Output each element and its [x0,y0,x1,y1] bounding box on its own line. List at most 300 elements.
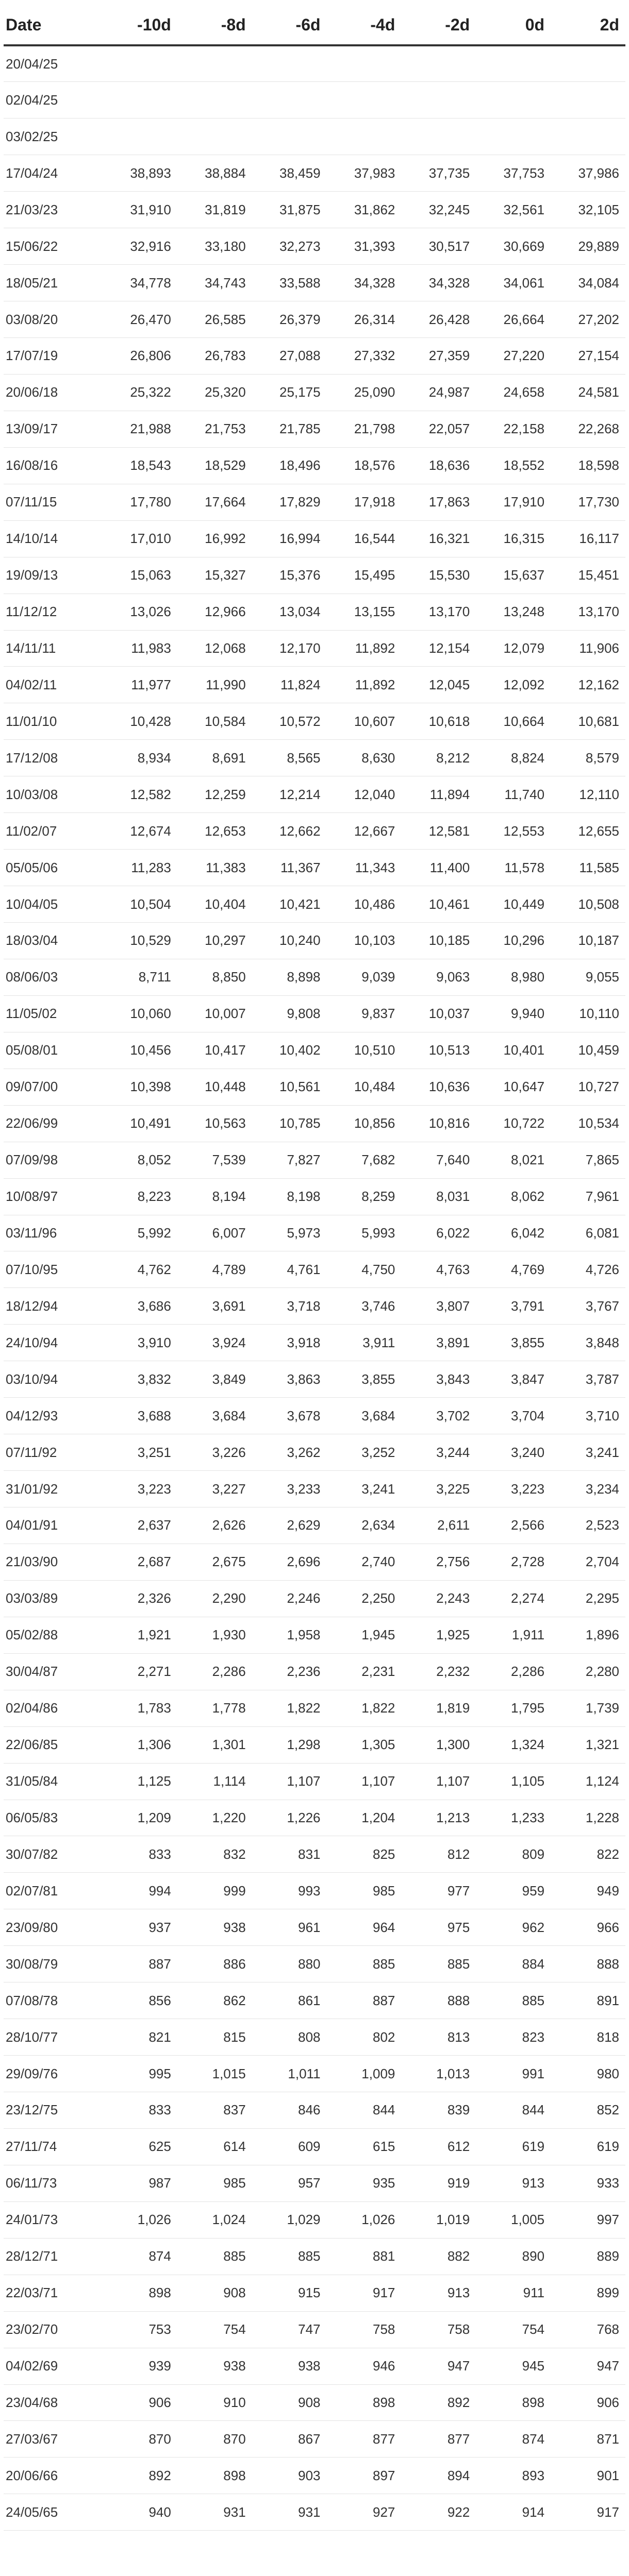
value-cell: 2,566 [476,1507,551,1544]
value-cell: 839 [401,2092,476,2129]
value-cell: 888 [551,1946,625,1982]
value-cell: 887 [103,1946,177,1982]
value-cell: 18,576 [327,447,402,484]
date-cell: 20/06/18 [4,374,103,411]
value-cell: 3,702 [401,1398,476,1434]
value-cell: 885 [327,1946,402,1982]
value-cell: 2,290 [177,1580,252,1617]
value-cell: 874 [476,2421,551,2458]
value-cell: 612 [401,2128,476,2165]
value-cell: 11,894 [401,776,476,813]
table-row [4,2019,625,2056]
table-row [4,2201,625,2238]
value-cell: 1,958 [252,1617,327,1653]
value-cell: 9,808 [252,995,327,1032]
value-cell: 8,980 [476,959,551,995]
table-row [4,1544,625,1580]
value-cell: 7,640 [401,1142,476,1178]
value-cell: 619 [551,2128,625,2165]
value-cell [103,82,177,118]
value-cell: 4,789 [177,1251,252,1288]
value-cell: 17,010 [103,520,177,557]
value-cell: 959 [476,1873,551,1909]
value-cell: 3,807 [401,1288,476,1325]
value-cell: 995 [103,2056,177,2092]
value-cell: 27,359 [401,338,476,375]
date-cell: 03/11/96 [4,1215,103,1251]
value-cell: 17,664 [177,484,252,520]
table-row [4,1142,625,1178]
value-cell: 3,910 [103,1325,177,1361]
table-row [4,192,625,228]
value-cell: 802 [327,2019,402,2056]
value-cell: 15,451 [551,557,625,594]
value-cell: 2,232 [401,1653,476,1690]
value-cell: 10,421 [252,886,327,923]
value-cell: 870 [103,2421,177,2458]
column-header[interactable]: -10d [103,5,177,45]
value-cell: 10,428 [103,703,177,740]
table-row [4,703,625,740]
value-cell [476,118,551,155]
value-cell: 885 [401,1946,476,1982]
date-cell: 09/07/00 [4,1069,103,1105]
date-cell: 03/10/94 [4,1361,103,1398]
value-cell: 1,107 [327,1763,402,1800]
date-cell: 17/12/08 [4,740,103,776]
value-cell: 887 [327,1982,402,2019]
column-header[interactable]: -2d [401,5,476,45]
value-cell: 13,248 [476,594,551,630]
value-cell: 1,911 [476,1617,551,1653]
value-cell: 3,855 [476,1325,551,1361]
value-cell: 7,865 [551,1142,625,1178]
date-cell: 07/11/92 [4,1434,103,1471]
value-cell: 10,240 [252,923,327,959]
table-row [4,2092,625,2129]
value-cell: 4,750 [327,1251,402,1288]
date-cell: 19/09/13 [4,557,103,594]
value-cell: 619 [476,2128,551,2165]
table-row [4,850,625,886]
value-cell: 1,306 [103,1726,177,1763]
value-cell: 903 [252,2458,327,2494]
date-cell: 24/05/65 [4,2494,103,2531]
value-cell: 26,585 [177,301,252,338]
value-cell: 10,456 [103,1032,177,1069]
table-row [4,1361,625,1398]
value-cell: 831 [252,1836,327,1873]
value-cell: 880 [252,1946,327,1982]
table-row [4,338,625,375]
value-cell: 10,647 [476,1069,551,1105]
date-cell: 07/10/95 [4,1251,103,1288]
value-cell: 12,674 [103,813,177,850]
date-cell: 02/04/25 [4,82,103,118]
value-cell: 21,785 [252,411,327,447]
value-cell: 2,271 [103,1653,177,1690]
value-cell: 8,223 [103,1178,177,1215]
value-cell: 37,753 [476,155,551,192]
value-cell: 2,286 [476,1653,551,1690]
value-cell: 4,726 [551,1251,625,1288]
value-cell: 3,233 [252,1471,327,1507]
value-cell: 10,461 [401,886,476,923]
value-cell: 947 [401,2348,476,2384]
value-cell: 31,862 [327,192,402,228]
value-cell: 8,934 [103,740,177,776]
table-row [4,2275,625,2311]
table-row [4,1836,625,1873]
value-cell: 11,283 [103,850,177,886]
value-cell: 966 [551,1909,625,1946]
table-row [4,447,625,484]
value-cell [476,45,551,82]
value-cell [252,45,327,82]
value-cell: 993 [252,1873,327,1909]
date-cell: 29/09/76 [4,2056,103,2092]
value-cell: 12,040 [327,776,402,813]
value-cell: 10,401 [476,1032,551,1069]
value-cell: 844 [327,2092,402,2129]
value-cell: 8,031 [401,1178,476,1215]
table-row [4,520,625,557]
value-cell: 1,026 [103,2201,177,2238]
value-cell: 8,021 [476,1142,551,1178]
value-cell: 8,898 [252,959,327,995]
value-cell: 815 [177,2019,252,2056]
value-cell: 11,585 [551,850,625,886]
value-cell: 24,658 [476,374,551,411]
value-cell: 1,107 [252,1763,327,1800]
value-cell: 3,911 [327,1325,402,1361]
value-cell: 32,916 [103,228,177,265]
table-row [4,1873,625,1909]
value-cell: 24,581 [551,374,625,411]
date-cell: 10/04/05 [4,886,103,923]
value-cell: 3,686 [103,1288,177,1325]
value-cell: 947 [551,2348,625,2384]
date-cell: 24/01/73 [4,2201,103,2238]
table-row [4,155,625,192]
value-cell: 7,827 [252,1142,327,1178]
value-cell: 22,057 [401,411,476,447]
date-cell: 31/01/92 [4,1471,103,1507]
value-cell: 906 [551,2384,625,2421]
value-cell: 25,090 [327,374,402,411]
value-cell: 754 [476,2311,551,2348]
value-cell: 24,987 [401,374,476,411]
value-cell: 6,081 [551,1215,625,1251]
date-cell: 17/07/19 [4,338,103,375]
date-cell: 23/04/68 [4,2384,103,2421]
value-cell: 3,718 [252,1288,327,1325]
table-row [4,1471,625,1507]
date-cell: 05/08/01 [4,1032,103,1069]
date-cell: 22/06/99 [4,1105,103,1142]
value-cell: 2,243 [401,1580,476,1617]
value-cell: 12,662 [252,813,327,850]
value-cell: 18,543 [103,447,177,484]
table-row [4,740,625,776]
value-cell: 856 [103,1982,177,2019]
value-cell: 874 [103,2238,177,2275]
value-cell [177,82,252,118]
table-row [4,45,625,82]
table-row [4,1325,625,1361]
table-row [4,1982,625,2019]
column-header[interactable]: -6d [252,5,327,45]
value-cell: 3,704 [476,1398,551,1434]
date-cell: 03/02/25 [4,118,103,155]
value-cell: 10,417 [177,1032,252,1069]
value-cell: 34,743 [177,265,252,301]
date-cell: 21/03/23 [4,192,103,228]
value-cell [327,45,402,82]
value-cell: 927 [327,2494,402,2531]
value-cell: 2,696 [252,1544,327,1580]
value-cell: 809 [476,1836,551,1873]
value-cell: 12,655 [551,813,625,850]
value-cell: 3,227 [177,1471,252,1507]
value-cell: 1,321 [551,1726,625,1763]
value-cell: 962 [476,1909,551,1946]
value-cell: 753 [103,2311,177,2348]
data-table [4,5,625,2531]
column-header[interactable]: -8d [177,5,252,45]
value-cell: 1,209 [103,1800,177,1836]
value-cell: 889 [551,2238,625,2275]
value-cell: 975 [401,1909,476,1946]
value-cell: 15,376 [252,557,327,594]
value-cell: 27,202 [551,301,625,338]
value-cell: 898 [476,2384,551,2421]
value-cell [401,45,476,82]
value-cell: 17,730 [551,484,625,520]
value-cell: 12,653 [177,813,252,850]
table-row [4,1032,625,1069]
value-cell: 1,019 [401,2201,476,2238]
value-cell: 1,778 [177,1690,252,1726]
value-cell: 3,251 [103,1434,177,1471]
value-cell: 6,007 [177,1215,252,1251]
value-cell: 910 [177,2384,252,2421]
value-cell: 818 [551,2019,625,2056]
value-cell: 2,634 [327,1507,402,1544]
table-row [4,1580,625,1617]
date-cell: 17/04/24 [4,155,103,192]
value-cell: 931 [177,2494,252,2531]
table-row [4,776,625,813]
value-cell: 26,664 [476,301,551,338]
value-cell: 10,187 [551,923,625,959]
date-cell: 13/09/17 [4,411,103,447]
value-cell: 8,850 [177,959,252,995]
value-cell: 3,241 [551,1434,625,1471]
value-cell [401,118,476,155]
date-cell: 31/05/84 [4,1763,103,1800]
value-cell: 10,816 [401,1105,476,1142]
value-cell: 999 [177,1873,252,1909]
value-cell: 9,837 [327,995,402,1032]
value-cell: 911 [476,2275,551,2311]
value-cell: 915 [252,2275,327,2311]
table-row [4,886,625,923]
value-cell: 940 [103,2494,177,2531]
value-cell: 27,220 [476,338,551,375]
value-cell: 867 [252,2421,327,2458]
value-cell: 825 [327,1836,402,1873]
value-cell: 2,286 [177,1653,252,1690]
value-cell: 18,529 [177,447,252,484]
date-cell: 28/10/77 [4,2019,103,2056]
date-cell: 11/05/02 [4,995,103,1032]
table-row [4,2384,625,2421]
date-cell: 30/04/87 [4,1653,103,1690]
value-cell: 822 [551,1836,625,1873]
value-cell: 837 [177,2092,252,2129]
value-cell: 2,687 [103,1544,177,1580]
value-cell: 30,669 [476,228,551,265]
value-cell: 10,584 [177,703,252,740]
table-row [4,265,625,301]
value-cell: 3,710 [551,1398,625,1434]
column-header[interactable]: 0d [476,5,551,45]
value-cell: 29,889 [551,228,625,265]
table-row [4,1617,625,1653]
column-header[interactable]: -4d [327,5,402,45]
value-cell: 12,068 [177,630,252,667]
value-cell: 10,402 [252,1032,327,1069]
table-row [4,557,625,594]
column-header[interactable]: 2d [551,5,625,45]
value-cell: 2,326 [103,1580,177,1617]
value-cell: 913 [476,2165,551,2201]
value-cell: 2,740 [327,1544,402,1580]
table-row [4,1763,625,1800]
value-cell: 17,918 [327,484,402,520]
value-cell: 821 [103,2019,177,2056]
value-cell: 1,896 [551,1617,625,1653]
table-row [4,1690,625,1726]
value-cell: 3,234 [551,1471,625,1507]
table-row [4,813,625,850]
value-cell: 977 [401,1873,476,1909]
table-row [4,2165,625,2201]
value-cell [401,82,476,118]
value-cell: 3,891 [401,1325,476,1361]
value-cell: 38,884 [177,155,252,192]
value-cell: 914 [476,2494,551,2531]
date-cell: 07/09/98 [4,1142,103,1178]
value-cell: 10,664 [476,703,551,740]
date-cell: 23/02/70 [4,2311,103,2348]
value-cell: 3,863 [252,1361,327,1398]
value-cell: 11,892 [327,667,402,703]
table-row [4,1398,625,1434]
value-cell: 34,778 [103,265,177,301]
date-cell: 24/10/94 [4,1325,103,1361]
value-cell: 861 [252,1982,327,2019]
date-cell: 07/11/15 [4,484,103,520]
value-cell: 898 [327,2384,402,2421]
date-cell: 11/01/10 [4,703,103,740]
value-cell: 1,204 [327,1800,402,1836]
value-cell: 26,806 [103,338,177,375]
value-cell: 10,513 [401,1032,476,1069]
value-cell: 625 [103,2128,177,2165]
value-cell: 17,780 [103,484,177,520]
date-cell: 28/12/71 [4,2238,103,2275]
table-row [4,1069,625,1105]
value-cell: 10,484 [327,1069,402,1105]
table-row [4,82,625,118]
value-cell: 18,598 [551,447,625,484]
value-cell: 893 [476,2458,551,2494]
value-cell: 11,343 [327,850,402,886]
date-cell: 16/08/16 [4,447,103,484]
value-cell: 37,735 [401,155,476,192]
value-cell [103,45,177,82]
date-cell: 05/02/88 [4,1617,103,1653]
value-cell: 2,675 [177,1544,252,1580]
value-cell: 10,636 [401,1069,476,1105]
value-cell: 12,170 [252,630,327,667]
value-cell: 3,223 [476,1471,551,1507]
table-row [4,2056,625,2092]
value-cell: 985 [327,1873,402,1909]
value-cell: 1,300 [401,1726,476,1763]
value-cell: 21,798 [327,411,402,447]
value-cell: 10,534 [551,1105,625,1142]
value-cell: 891 [551,1982,625,2019]
value-cell: 4,763 [401,1251,476,1288]
value-cell: 33,180 [177,228,252,265]
value-cell: 1,011 [252,2056,327,2092]
value-cell: 3,918 [252,1325,327,1361]
value-cell: 12,582 [103,776,177,813]
value-cell: 938 [252,2348,327,2384]
value-cell: 31,819 [177,192,252,228]
value-cell: 3,226 [177,1434,252,1471]
value-cell: 808 [252,2019,327,2056]
table-row [4,1215,625,1251]
value-cell: 8,212 [401,740,476,776]
column-header-date[interactable]: Date [4,5,103,45]
value-cell: 8,259 [327,1178,402,1215]
value-cell: 10,486 [327,886,402,923]
date-cell: 14/10/14 [4,520,103,557]
date-cell: 04/02/11 [4,667,103,703]
value-cell: 917 [327,2275,402,2311]
value-cell: 747 [252,2311,327,2348]
value-cell: 26,379 [252,301,327,338]
date-cell: 04/02/69 [4,2348,103,2384]
value-cell: 8,062 [476,1178,551,1215]
date-cell: 18/12/94 [4,1288,103,1325]
date-cell: 21/03/90 [4,1544,103,1580]
value-cell: 1,822 [252,1690,327,1726]
value-cell: 2,611 [401,1507,476,1544]
table-row [4,2458,625,2494]
value-cell: 18,552 [476,447,551,484]
value-cell: 13,034 [252,594,327,630]
value-cell: 10,856 [327,1105,402,1142]
value-cell: 12,581 [401,813,476,850]
date-cell: 10/03/08 [4,776,103,813]
value-cell: 12,092 [476,667,551,703]
value-cell: 609 [252,2128,327,2165]
